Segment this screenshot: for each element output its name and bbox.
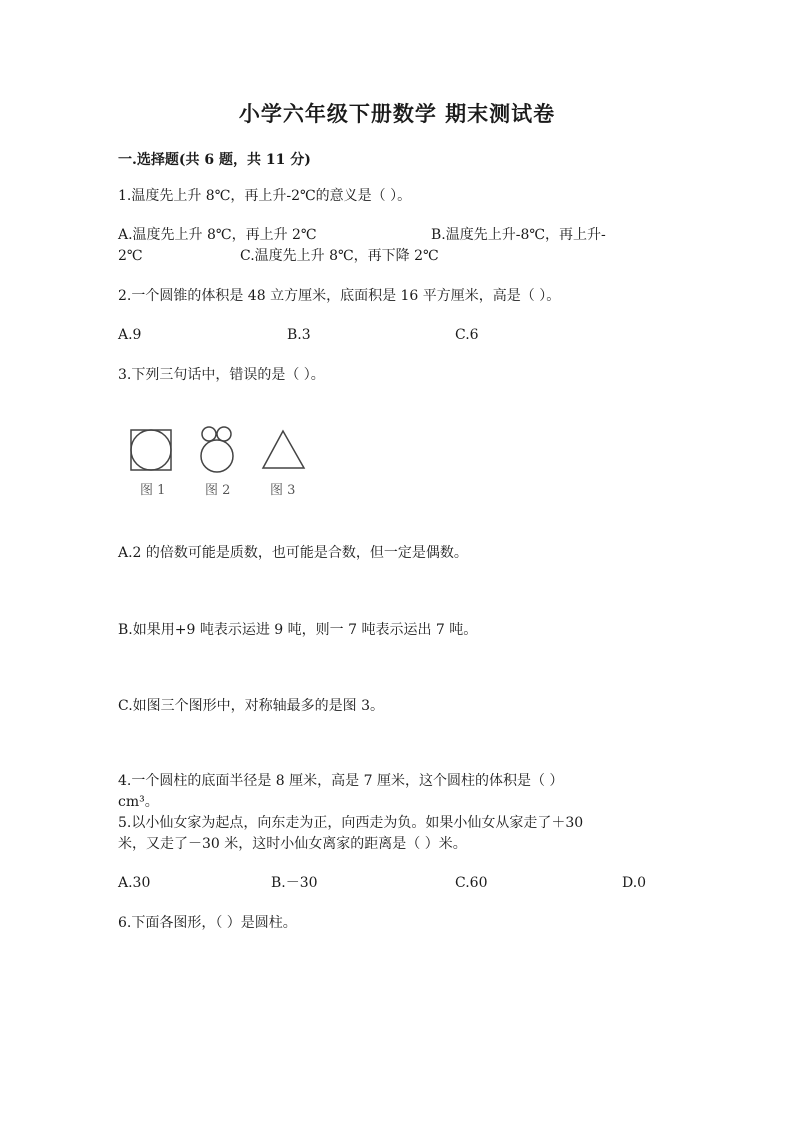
question-1-option-a: A.温度先上升 8℃，再上升 2℃ [118, 227, 317, 243]
question-6-stem: 6.下面各图形，（ ）是圆柱。 [118, 915, 297, 931]
figure-3-label: 图 3 [270, 483, 296, 498]
page-title: 小学六年级下册数学 期末测试卷 [238, 101, 556, 126]
question-5-option-d: D.0 [622, 875, 647, 891]
figure-2-small-circle-right [217, 427, 231, 441]
question-3-option-b: B.如果用+9 吨表示运进 9 吨，则一 7 吨表示运出 7 吨。 [118, 622, 478, 638]
question-2-option-c: C.6 [455, 327, 479, 343]
question-2-option-a: A.9 [118, 327, 142, 343]
question-3-option-c: C.如图三个图形中，对称轴最多的是图 3。 [118, 698, 385, 714]
figure-2-large-circle [201, 440, 233, 472]
question-3-stem: 3.下列三句话中，错误的是（ ）。 [118, 367, 325, 383]
question-5-option-a: A.30 [118, 875, 151, 891]
question-1-option-b-cont: 2℃ [118, 248, 143, 264]
question-5-option-b: B.－30 [271, 875, 318, 891]
question-3-figures-svg [124, 422, 324, 506]
question-3-option-a: A.2 的倍数可能是质数，也可能是合数，但一定是偶数。 [118, 545, 468, 561]
figure-3-triangle [263, 431, 304, 468]
question-2-option-b: B.3 [287, 327, 311, 343]
question-3-figures [124, 422, 324, 506]
question-4-stem: 4.一个圆柱的底面半径是 8 厘米，高是 7 厘米，这个圆柱的体积是（ ） [118, 773, 564, 789]
figure-1-circle [131, 430, 171, 470]
question-5-stem-line-2: 米，又走了－30 米，这时小仙女离家的距离是（ ）米。 [118, 836, 467, 852]
question-1-option-b: B.温度先上升-8℃，再上升- [431, 227, 606, 243]
figure-1-label: 图 1 [140, 483, 166, 498]
question-4-unit: cm³。 [118, 794, 159, 810]
figure-2-small-circle-left [202, 427, 216, 441]
question-5-stem-line-1: 5.以小仙女家为起点，向东走为正，向西走为负。如果小仙女从家走了＋30 [118, 815, 584, 831]
question-5-option-c: C.60 [455, 875, 488, 891]
question-2-stem: 2.一个圆锥的体积是 48 立方厘米，底面积是 16 平方厘米，高是（ ）。 [118, 288, 561, 304]
question-1-stem: 1.温度先上升 8℃，再上升-2℃的意义是（ ）。 [118, 188, 412, 204]
question-1-option-c: C.温度先上升 8℃，再下降 2℃ [240, 248, 439, 264]
section-heading: 一.选择题(共 6 题，共 11 分) [118, 152, 311, 168]
figure-2-label: 图 2 [205, 483, 231, 498]
